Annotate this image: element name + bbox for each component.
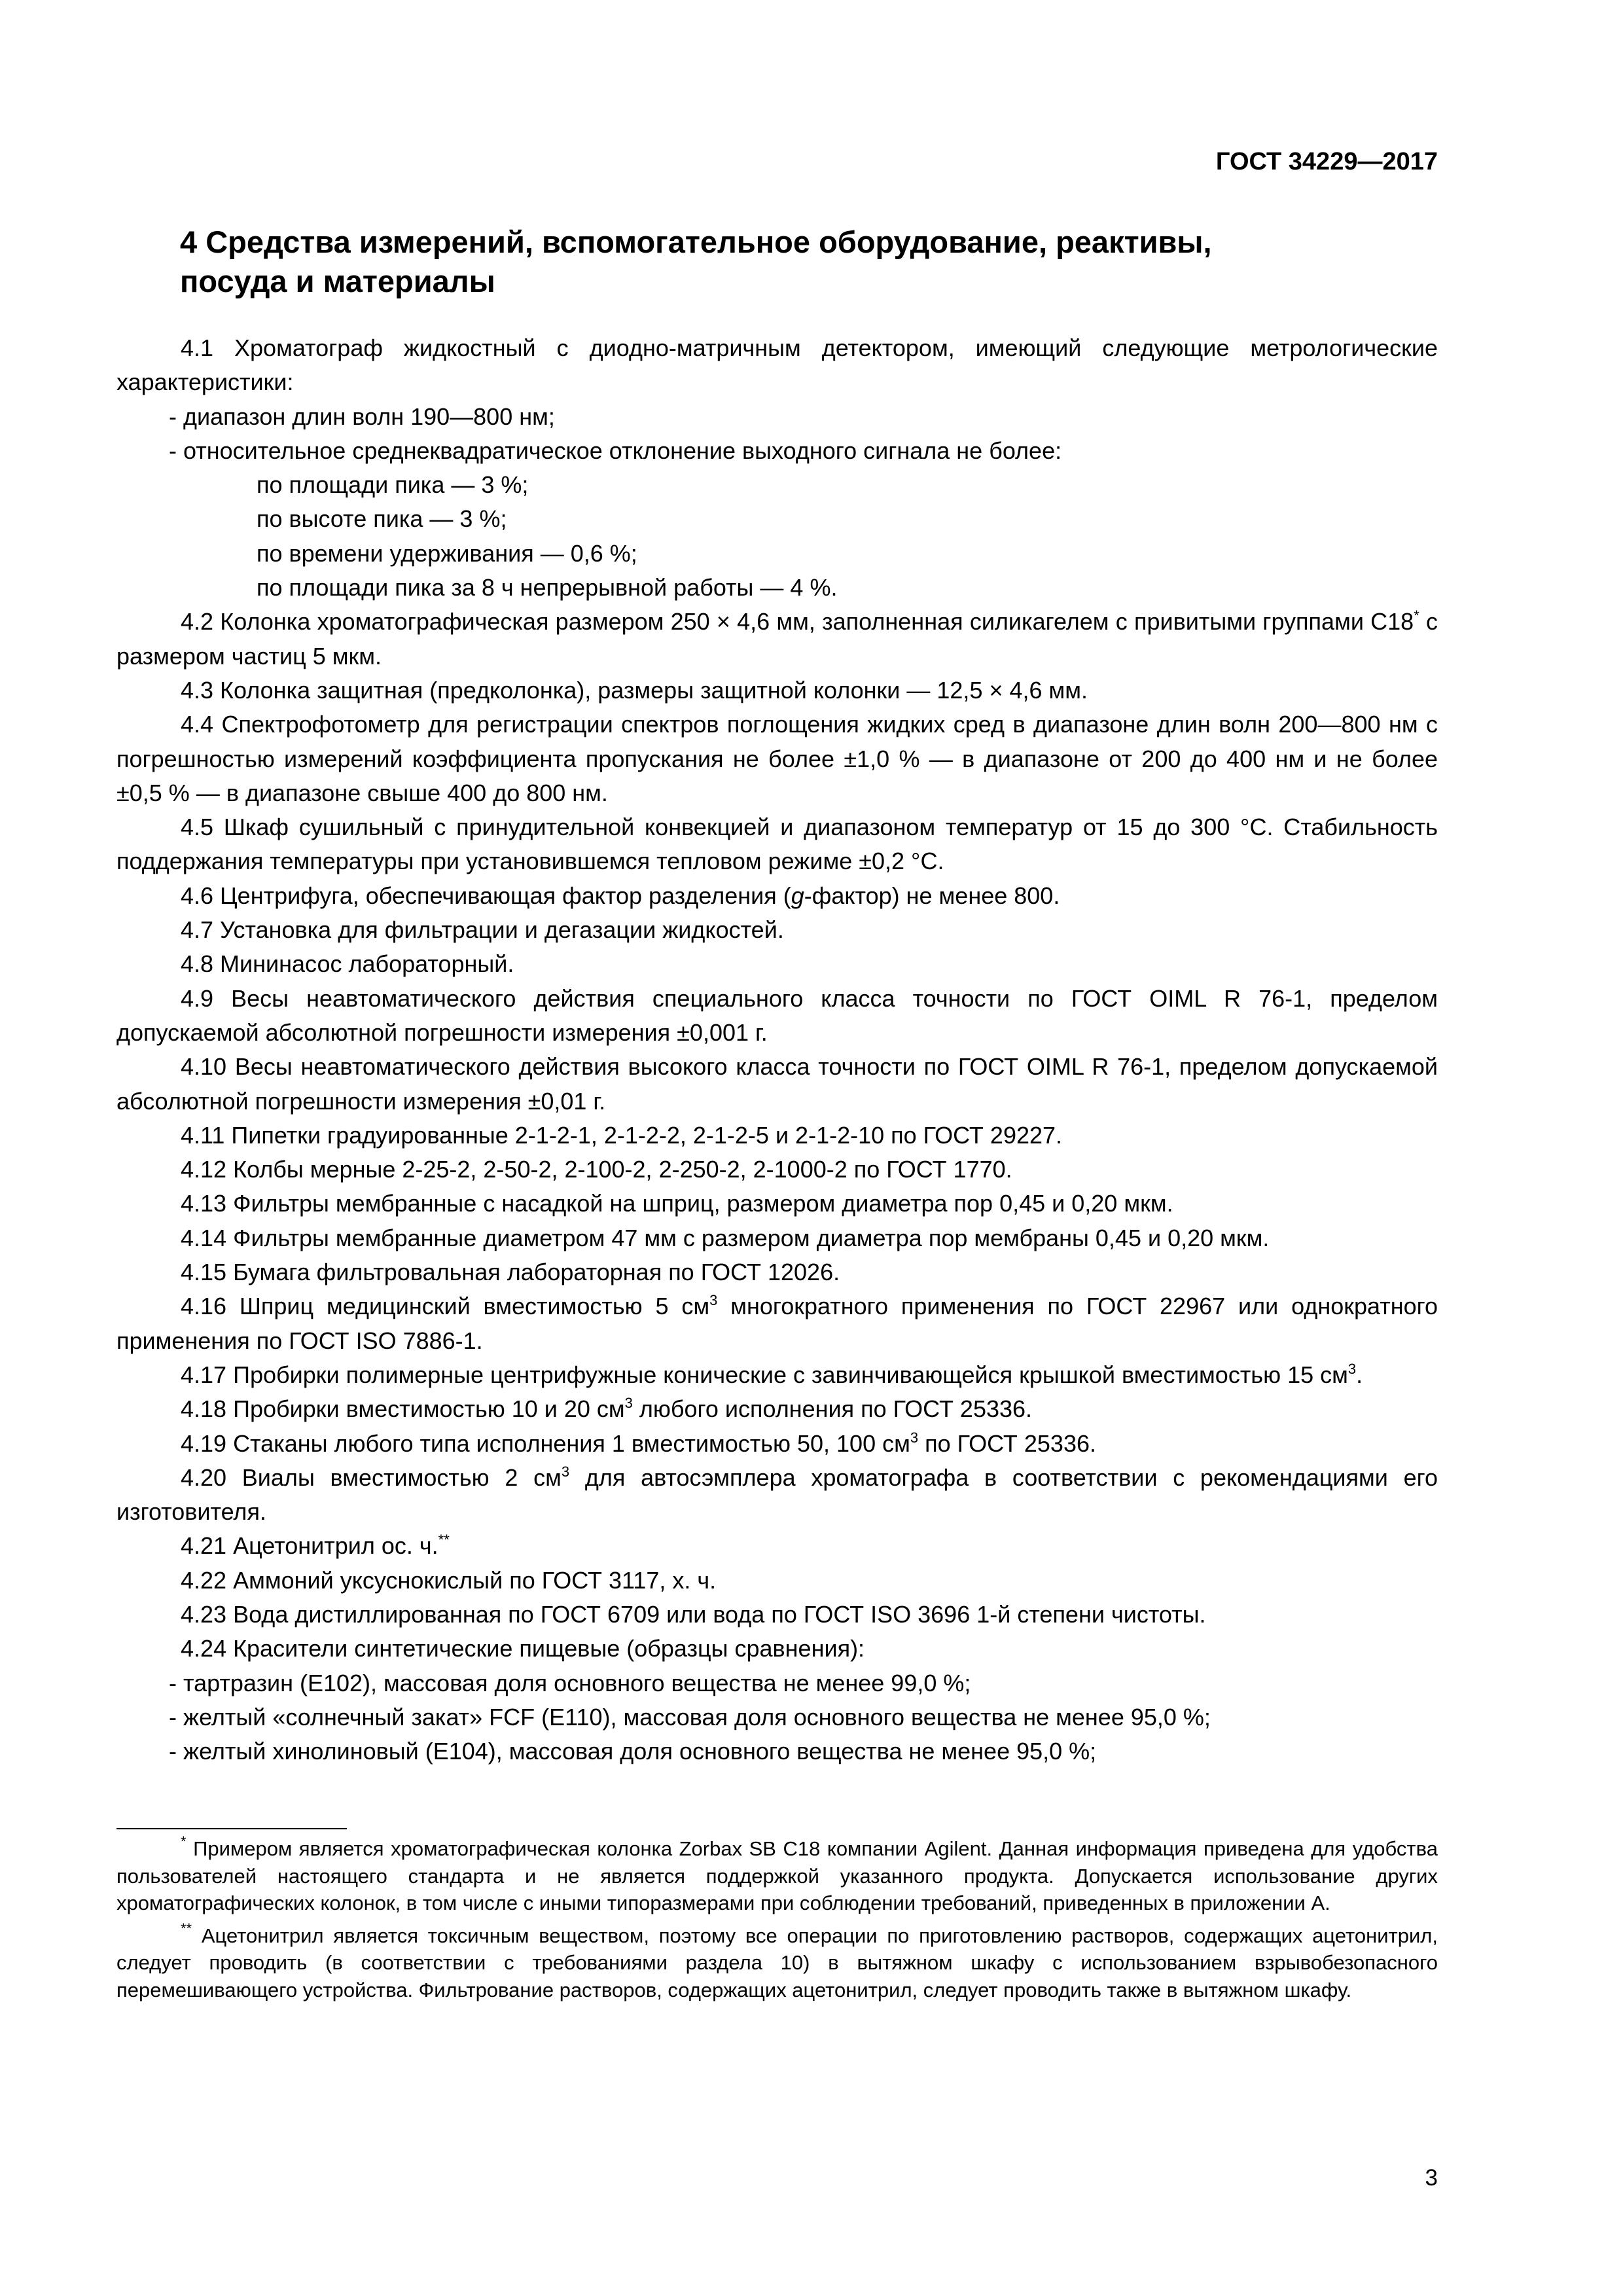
item-4-16-exponent: 3 <box>709 1292 718 1309</box>
item-4-5: 4.5 Шкаф сушильный с принудительной конвекцией и диапазоном температур от 15 до 300 °С. Стабильность поддержания температуры при установившемся тепловом режиме ±0,2 °С. <box>116 814 1438 875</box>
item-4-20-exponent: 3 <box>561 1463 570 1480</box>
item-4-6-g-symbol: g <box>791 882 804 909</box>
item-4-17-text: 4.17 Пробирки полимерные центрифужные конические с завинчивающейся крышкой вместимостью 15 см <box>181 1361 1348 1388</box>
section-title-line-1: 4 Средства измерений, вспомогательное оборудование, реактивы, <box>180 224 1212 259</box>
section-title-line-2: посуда и материалы <box>180 264 495 298</box>
item-4-21 <box>116 1529 1438 1563</box>
footnote-1 <box>116 1835 1438 1917</box>
footnote-2 <box>116 1922 1438 2004</box>
footnote-ref-1: * <box>1414 607 1419 624</box>
item-4-15: 4.15 Бумага фильтровальная лабораторная по ГОСТ 12026. <box>181 1259 840 1286</box>
item-4-16-text-end: многократного применения по ГОСТ 22967 или однократного применения по ГОСТ ISO 7886-1. <box>116 1293 1438 1354</box>
item-4-24-dash-2: - желтый «солнечный закат» FCF (Е110), массовая доля основного вещества не менее 95,0 %; <box>169 1703 1211 1731</box>
item-4-2 <box>116 605 1438 673</box>
item-4-3: 4.3 Колонка защитная (предколонка), размеры защитной колонки — 12,5 × 4,6 мм. <box>181 676 1088 704</box>
item-4-13: 4.13 Фильтры мембранные с насадкой на шприц, размером диаметра пор 0,45 и 0,20 мкм. <box>181 1190 1173 1217</box>
item-4-6-text: 4.6 Центрифуга, обеспечивающая фактор разделения ( <box>181 882 791 909</box>
item-4-4: 4.4 Спектрофотометр для регистрации спектров поглощения жидких сред в диапазоне длин волн 200—800 нм с погрешностью измерений коэффициента пропускания не более ±1,0 % — в диапазоне от 200 до 400 нм и не более ±0,5 % — в диапазоне свыше 400 до 800 нм. <box>116 711 1438 806</box>
item-4-17-text-end: . <box>1356 1361 1363 1388</box>
item-4-19-exponent: 3 <box>910 1429 919 1446</box>
item-4-20-text: 4.20 Виалы вместимостью 2 см <box>181 1463 562 1491</box>
item-4-18-text: 4.18 Пробирки вместимостью 10 и 20 см <box>181 1395 625 1423</box>
item-4-1-dash-1: - диапазон длин волн 190—800 нм; <box>169 403 555 430</box>
item-4-19-text-end: по ГОСТ 25336. <box>918 1429 1096 1457</box>
footnote-ref-2: ** <box>438 1532 450 1549</box>
item-4-16 <box>116 1289 1438 1358</box>
item-4-1-sub-3: по времени удерживания — 0,6 %; <box>257 539 637 567</box>
item-4-18 <box>116 1392 1438 1426</box>
item-4-7: 4.7 Установка для фильтрации и дегазации жидкостей. <box>181 916 784 944</box>
item-4-1-sub-4: по площади пика за 8 ч непрерывной работы — 4 %. <box>257 574 838 601</box>
item-4-1-dash-2: - относительное среднеквадратическое отклонение выходного сигнала не более: <box>169 437 1062 464</box>
footnote-1-text: Примером является хроматографическая колонка Zorbax SB C18 компании Agilent. Данная информация приведена для удобства пользователей настоящего стандарта и не является поддержкой указанного продукта. Допускается использование других хроматографических колонок, в том числе с иными типоразмерами при соблюдении требований, приведенных в приложении А. <box>116 1837 1438 1914</box>
item-4-1-sub-2: по высоте пика — 3 %; <box>257 505 507 533</box>
item-4-16-text: 4.16 Шприц медицинский вместимостью 5 см <box>181 1293 710 1320</box>
item-4-19-text: 4.19 Стаканы любого типа исполнения 1 вместимостью 50, 100 см <box>181 1429 910 1457</box>
footnote-2-text: Ацетонитрил является токсичным веществом, поэтому все операции по приготовлению растворов, содержащих ацетонитрил, следует проводить (в соответствии с требованиями раздела 10) в вытяжном шкафу с использованием взрывобезопасного перемешивающего устройства. Фильтрование растворов, содержащих ацетонитрил, следует проводить также в вытяжном шкафу. <box>116 1924 1438 2001</box>
item-4-17 <box>116 1358 1438 1392</box>
item-4-11: 4.11 Пипетки градуированные 2-1-2-1, 2-1-2-2, 2-1-2-5 и 2-1-2-10 по ГОСТ 29227. <box>181 1121 1063 1149</box>
item-4-17-exponent: 3 <box>1347 1360 1357 1377</box>
item-4-20-text-end: для автосэмплера хроматографа в соответствии с рекомендациями его изготовителя. <box>116 1463 1438 1526</box>
item-4-18-text-end: любого исполнения по ГОСТ 25336. <box>632 1395 1033 1423</box>
item-4-2-text-end: с размером частиц 5 мкм. <box>116 608 1438 670</box>
item-4-1-sub-1: по площади пика — 3 %; <box>257 471 529 499</box>
item-4-14: 4.14 Фильтры мембранные диаметром 47 мм с размером диаметра пор мембраны 0,45 и 0,20 мкм. <box>181 1224 1270 1251</box>
footnote-separator <box>116 1828 347 1829</box>
item-4-12: 4.12 Колбы мерные 2-25-2, 2-50-2, 2-100-2, 2-250-2, 2-1000-2 по ГОСТ 1770. <box>181 1156 1012 1183</box>
item-4-24: 4.24 Красители синтетические пищевые (образцы сравнения): <box>181 1635 865 1662</box>
item-4-18-exponent: 3 <box>624 1395 633 1412</box>
item-4-1: 4.1 Хроматограф жидкостный с диодно-матричным детектором, имеющий следующие метрологические характеристики: <box>116 334 1438 396</box>
item-4-23: 4.23 Вода дистиллированная по ГОСТ 6709 или вода по ГОСТ ISO 3696 1-й степени чистоты. <box>181 1600 1206 1628</box>
item-4-20 <box>116 1461 1438 1530</box>
item-4-6 <box>116 879 1438 913</box>
item-4-24-dash-1: - тартразин (Е102), массовая доля основного вещества не менее 99,0 %; <box>169 1669 971 1696</box>
item-4-6-text-end: -фактор) не менее 800. <box>804 882 1060 909</box>
item-4-10: 4.10 Весы неавтоматического действия высокого класса точности по ГОСТ OIML R 76-1, пределом допускаемой абсолютной погрешности измерения ±0,01 г. <box>116 1053 1438 1115</box>
item-4-24-dash-3: - желтый хинолиновый (Е104), массовая доля основного вещества не менее 95,0 %; <box>169 1738 1097 1765</box>
footnote-2-mark: ** <box>181 1920 192 1937</box>
footnotes <box>116 1835 1438 2009</box>
section-body <box>116 331 1438 1768</box>
document-code: ГОСТ 34229—2017 <box>1215 148 1438 175</box>
page-number: 3 <box>1425 2165 1438 2191</box>
item-4-9: 4.9 Весы неавтоматического действия специального класса точности по ГОСТ OIML R 76-1, пределом допускаемой абсолютной погрешности измерения ±0,001 г. <box>116 984 1438 1046</box>
section-title <box>180 223 1410 301</box>
item-4-21-text: 4.21 Ацетонитрил ос. ч. <box>181 1532 438 1560</box>
item-4-8: 4.8 Мининасос лабораторный. <box>181 950 514 978</box>
item-4-2-text: 4.2 Колонка хроматографическая размером 250 × 4,6 мм, заполненная силикагелем с привитыми группами С18 <box>181 608 1414 636</box>
item-4-19 <box>116 1427 1438 1461</box>
footnote-1-mark: * <box>181 1833 187 1850</box>
item-4-22: 4.22 Аммоний уксуснокислый по ГОСТ 3117, х. ч. <box>181 1566 717 1594</box>
